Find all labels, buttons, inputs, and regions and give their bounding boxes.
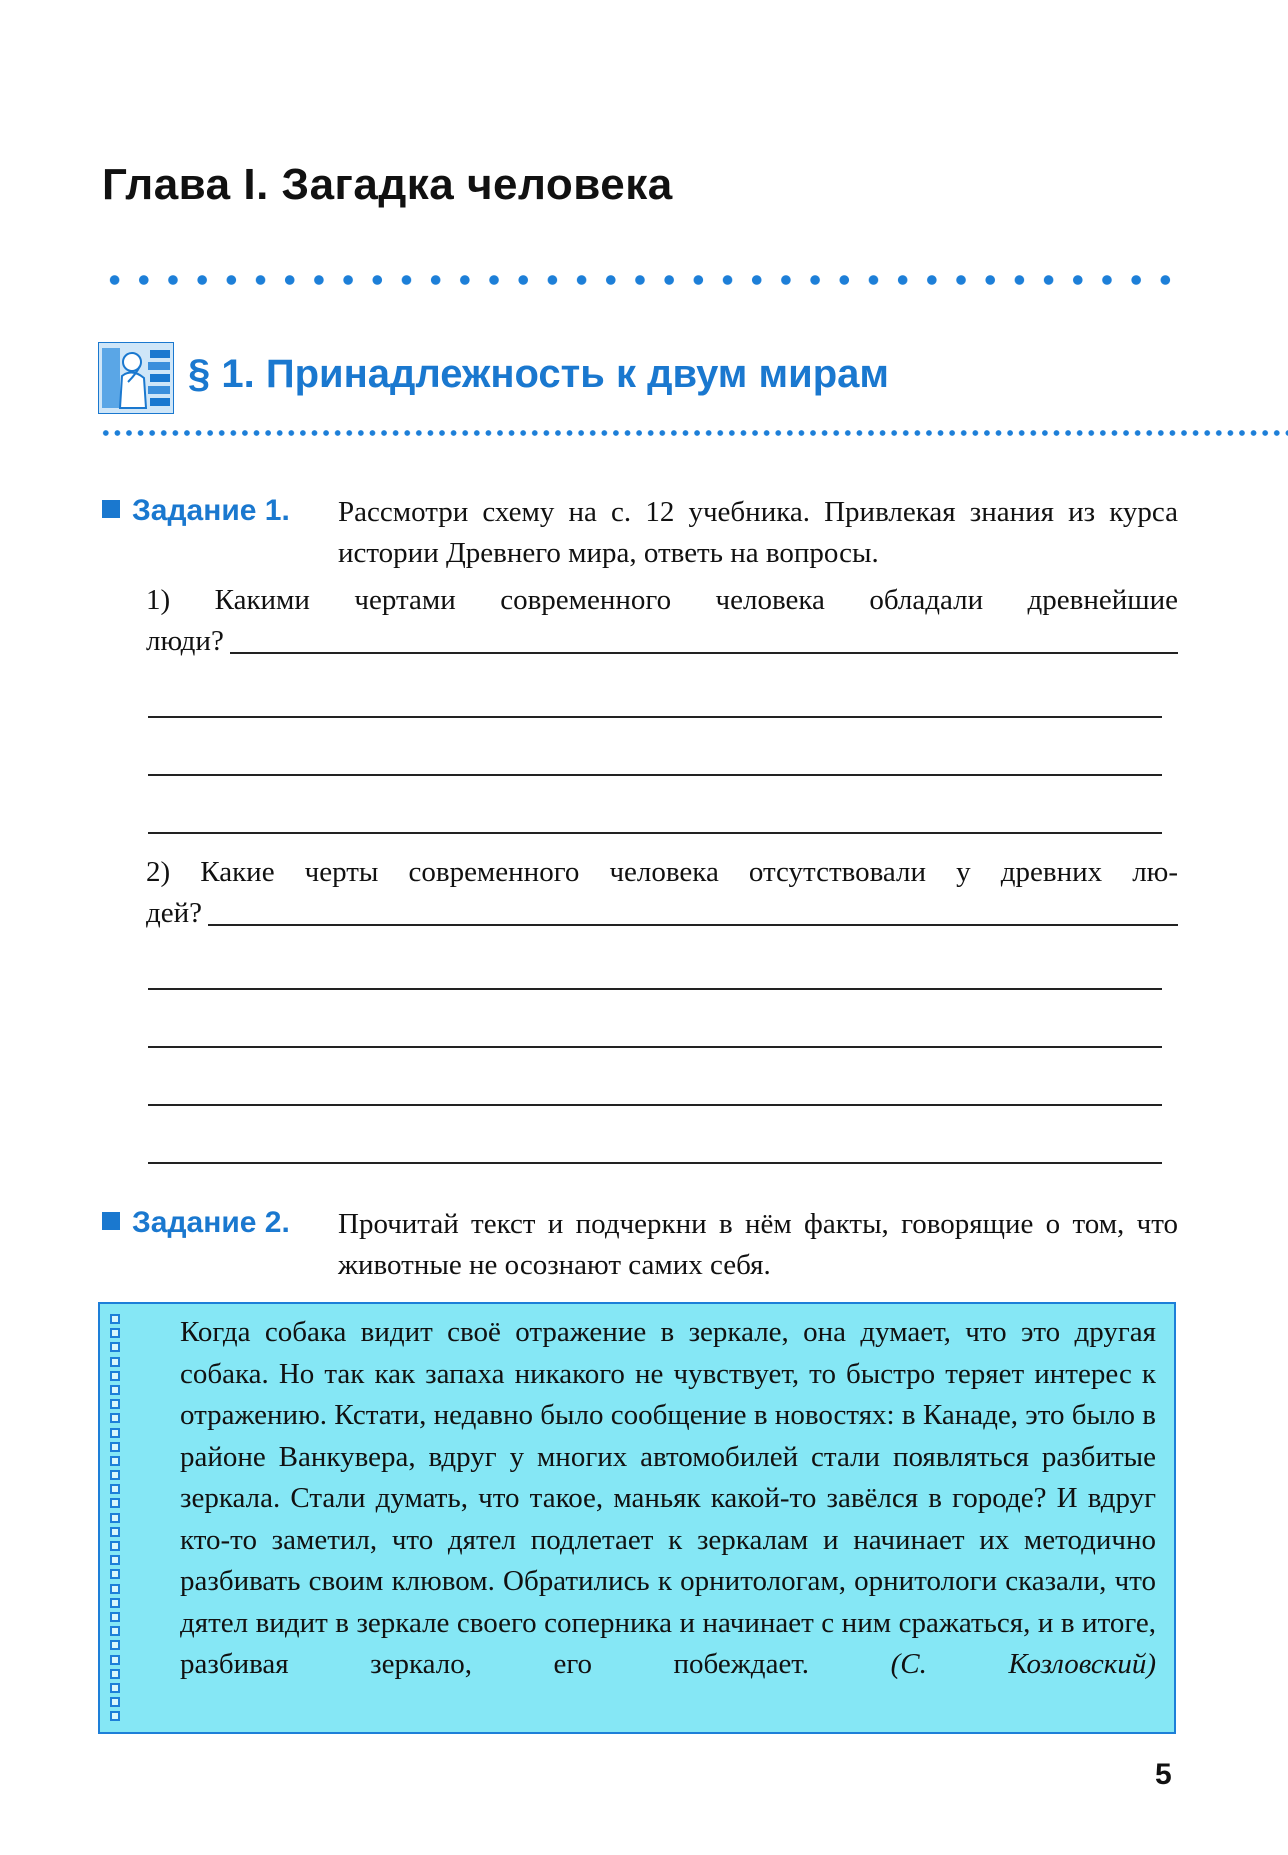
box-border-decoration [110, 1314, 124, 1725]
border-square [110, 1655, 120, 1665]
border-square [110, 1498, 120, 1508]
border-square [110, 1612, 120, 1622]
answer-line[interactable] [208, 924, 1178, 926]
task-1-instruction: Рассмотри схему на с. 12 учебника. Привлекая знания из курса истории Древнего мира, ответь на вопросы. [338, 496, 1178, 569]
answer-line[interactable] [230, 652, 1178, 654]
dotted-divider [100, 428, 1288, 438]
border-square [110, 1371, 120, 1381]
answer-line[interactable] [148, 1162, 1162, 1164]
border-square [110, 1669, 120, 1679]
border-square [110, 1399, 120, 1409]
border-square [110, 1640, 120, 1650]
border-square [110, 1342, 120, 1352]
border-square [110, 1470, 120, 1480]
thinker-statue-icon [98, 342, 174, 414]
border-square [110, 1428, 120, 1438]
paragraph-title: § 1. Принадлежность к двум мирам [188, 352, 889, 396]
chapter-title: Глава I. Загадка человека [102, 160, 673, 209]
border-square [110, 1555, 120, 1565]
answer-line[interactable] [148, 832, 1162, 834]
page-number: 5 [1155, 1758, 1172, 1791]
answer-line[interactable] [148, 1046, 1162, 1048]
border-square [110, 1314, 120, 1324]
passage-author: (С. Козловский) [890, 1648, 1156, 1680]
task-2-instruction: Прочитай текст и подчеркни в нём факты, говорящие о том, что животные не осознают самих себя. [338, 1208, 1178, 1281]
task-2-label: Задание 2. [102, 1206, 290, 1240]
task-1-label: Задание 1. [102, 494, 290, 528]
answer-line[interactable] [148, 774, 1162, 776]
border-square [110, 1598, 120, 1608]
border-square [110, 1442, 120, 1452]
reading-passage-box [98, 1302, 1176, 1734]
border-square [110, 1527, 120, 1537]
answer-line[interactable] [148, 988, 1162, 990]
question-2: 2) Какие черты современного человека отсутствовали у древних лю- дей? [146, 856, 1178, 929]
border-square [110, 1697, 120, 1707]
reading-passage[interactable]: Когда собака видит своё отражение в зеркале, она думает, что это другая собака. Но так как запаха никакого не чувствует, то быстро теряет интерес к отражению. Кстати, недавно было сообщение в новостях: в Канаде, это было в районе Ванкувера, вдруг у многих автомобилей стали появляться разбитые зеркала. Стали думать, что такое, маньяк какой-то завёлся в городе? И вдруг кто-то заметил, что дятел подлетает к зеркалам и начинает их методично разбивать своим клювом. Обратились к орнитологам, орнитологи сказали, что дятел видит в зеркале своего соперника и начинает с ним сражаться, и в итоге, разбивая зеркало, его побеждает. (С. Козловский) [180, 1316, 1156, 1680]
answer-line[interactable] [148, 716, 1162, 718]
border-square [110, 1569, 120, 1579]
border-square [110, 1456, 120, 1466]
border-square [110, 1357, 120, 1367]
border-square [110, 1711, 120, 1721]
border-square [110, 1584, 120, 1594]
question-1: 1) Какими чертами современного человека обладали древнейшие люди? [146, 584, 1178, 657]
dotted-divider [100, 272, 1180, 288]
border-square [110, 1513, 120, 1523]
border-square [110, 1683, 120, 1693]
border-square [110, 1626, 120, 1636]
border-square [110, 1484, 120, 1494]
bullet-square-icon [102, 500, 120, 518]
border-square [110, 1413, 120, 1423]
border-square [110, 1385, 120, 1395]
border-square [110, 1328, 120, 1338]
border-square [110, 1541, 120, 1551]
answer-line[interactable] [148, 1104, 1162, 1106]
bullet-square-icon [102, 1212, 120, 1230]
